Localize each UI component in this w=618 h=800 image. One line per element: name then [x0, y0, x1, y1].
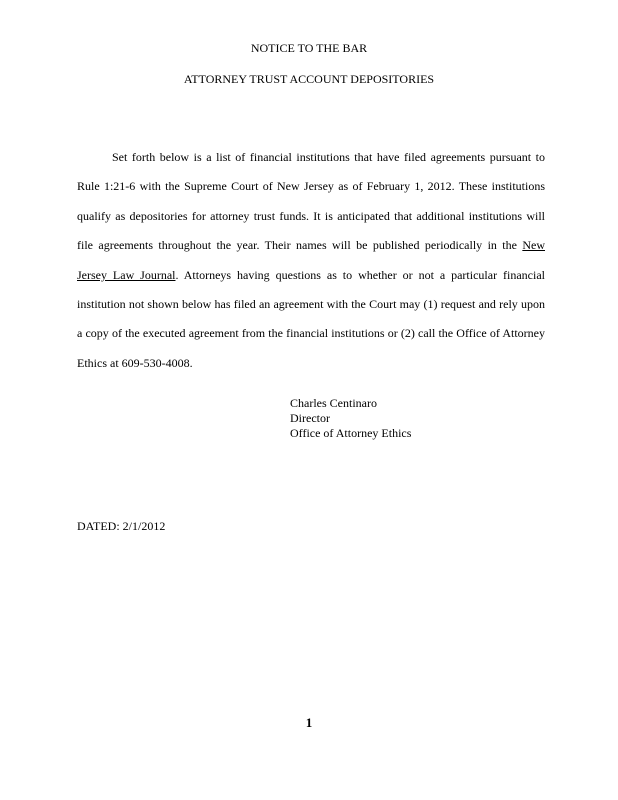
signatory-name: Charles Centinaro	[290, 396, 377, 410]
notice-body-paragraph	[77, 143, 545, 378]
page-number: 1	[305, 715, 313, 730]
notice-title: NOTICE TO THE BAR	[250, 41, 368, 55]
journal-name: New Jersey Law Journal	[77, 238, 545, 282]
signature-block	[290, 396, 411, 441]
notice-subtitle: ATTORNEY TRUST ACCOUNT DEPOSITORIES	[183, 72, 435, 86]
body-text-after-journal: . Attorneys having questions as to whether or not a particular financial institution not shown below has filed an agreement with the Court may (1) request and rely upon a copy of the executed agreement from the financial institutions or (2) call the Office of Attorney Ethics at 609-530-4008.	[77, 267, 545, 370]
dated-line: DATED: 2/1/2012	[77, 519, 166, 533]
signatory-position: Director	[290, 411, 330, 425]
body-text-before-journal: Set forth below is a list of financial institutions that have filed agreements pursuant to Rule 1:21-6 with the Supreme Court of New Jersey as of February 1, 2012. These institutions qualify as depositories for attorney trust funds. It is anticipated that additional institutions will file agreements throughout the year. Their names will be published periodically in the	[77, 150, 545, 253]
signatory-office: Office of Attorney Ethics	[290, 426, 412, 440]
